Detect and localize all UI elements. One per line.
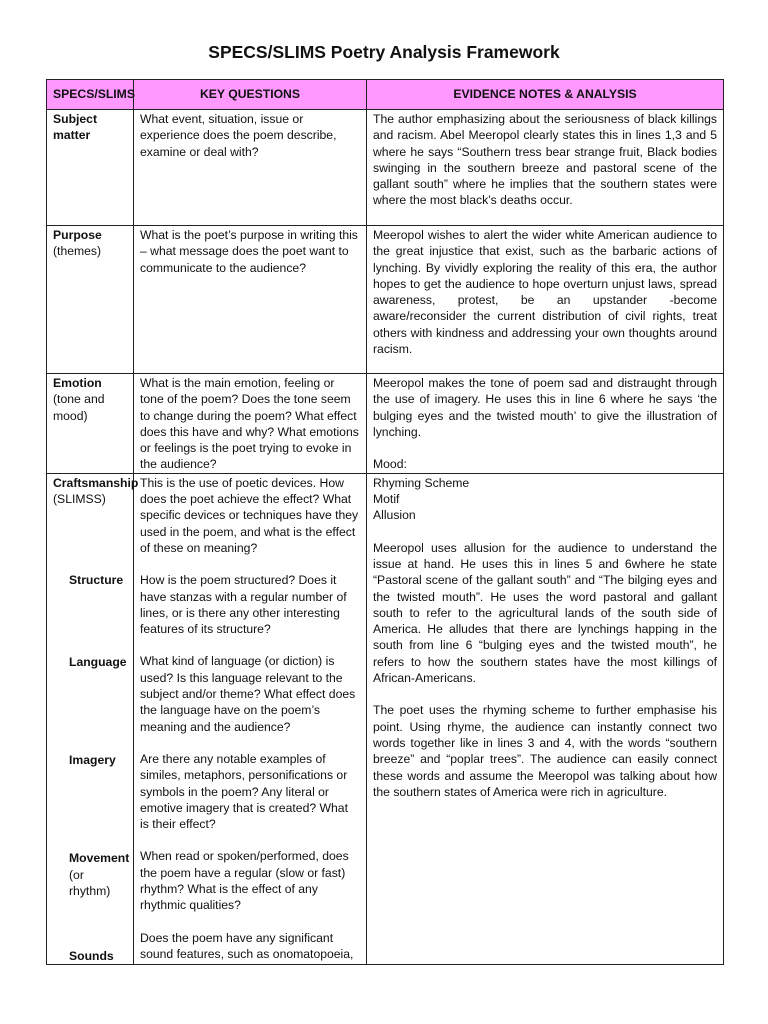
evidence-mood: Mood: — [373, 457, 407, 472]
row-label-cell — [47, 374, 134, 474]
row-label-emotion: Emotion — [53, 376, 102, 390]
evidence-emotion-cell — [367, 374, 724, 474]
sub-label-sounds: Sounds — [69, 949, 114, 964]
table-row-craftsmanship — [47, 473, 724, 965]
question-subject-matter: What event, situation, issue or experience does the poem describe, examine or deal with? — [134, 110, 367, 226]
header-key-questions: KEY QUESTIONS — [134, 80, 367, 110]
sub-label-language: Language — [69, 654, 127, 669]
device-motif: Motif — [373, 492, 400, 507]
header-specs-slims: SPECS/SLIMS — [47, 80, 134, 110]
row-label-cell — [47, 110, 134, 226]
table-row-purpose — [47, 226, 724, 374]
analysis-table — [46, 79, 724, 965]
evidence-purpose: Meeropol wishes to alert the wider white American audience to the great injustice that exist, such as the barbaric actions of lynching. By vividly exploring the reality of this era, the author hopes to get the audience to hope overturn unjust laws, spread awareness, protest, be an upstander -become aware/reconsider the current distribution of civil rights, treat others with kindness and addressing your own thoughts around racism. — [367, 226, 724, 374]
row-sublabel-emotion: (tone and mood) — [53, 392, 105, 423]
row-sublabel-craftsmanship: (SLIMSS) — [53, 492, 106, 507]
evidence-allusion: Meeropol uses allusion for the audience to understand the issue at hand. He uses this in lines 5 and 6where he state “Pastoral scene of the gallant south” and “The bilging eyes and the twisted mouth”. He uses the word pastoral and gallant south to refer to the agricultural lands of the south side of America. He alludes that there are lynchings happing in the south from line 6 “bulging eyes and the twisted mouth”, he refers to how the southern states have the most killings of African-Americans. — [373, 540, 717, 686]
page-title: SPECS/SLIMS Poetry Analysis Framework — [208, 42, 560, 62]
sub-label-movement: Movement — [69, 851, 130, 866]
device-allusion: Allusion — [373, 508, 416, 523]
evidence-craftsmanship-cell — [367, 473, 724, 965]
sub-sublabel-movement: (or rhythm) — [69, 867, 111, 898]
question-imagery: Are there any notable examples of similes, metaphors, personifications or symbols in the poem? Any literal or emotive imagery that is created? What is their effect? — [140, 751, 348, 832]
table-header-row — [47, 80, 724, 110]
row-sublabel-purpose: (themes) — [53, 244, 102, 259]
header-evidence-notes: EVIDENCE NOTES & ANALYSIS — [367, 80, 724, 110]
table-row-emotion — [47, 374, 724, 474]
sub-label-structure: Structure — [69, 573, 124, 588]
sub-label-imagery: Imagery — [69, 752, 116, 767]
question-craftsmanship-cell — [134, 473, 367, 965]
row-label-purpose: Purpose — [53, 228, 102, 242]
question-movement: When read or spoken/performed, does the poem have a regular (slow or fast) rhythm? What is the effect of any rhythmic qualities? — [140, 849, 349, 913]
row-label-craftsmanship: Craftsmanship — [53, 475, 139, 490]
table-row-subject-matter — [47, 110, 724, 226]
row-label-cell — [47, 226, 134, 374]
question-craftsmanship: This is the use of poetic devices. How does the poet achieve the effect? What specific devices or techniques have they used in the poem, and what is the effect of these on meaning? — [140, 475, 359, 555]
question-emotion: What is the main emotion, feeling or tone of the poem? Does the tone seem to change during the poem? What effect does this have and why? What emotions or feelings is the poet trying to evoke in the audience? — [134, 374, 367, 474]
question-language: What kind of language (or diction) is used? Is this language relevant to the subject and/or theme? What effect does the language have on the poem’s meaning and the audience? — [140, 654, 356, 734]
row-label-cell — [47, 473, 139, 965]
question-structure: How is the poem structured? Does it have stanzas with a regular number of lines, or is there any other interesting features of its structure? — [140, 573, 347, 637]
evidence-subject-matter: The author emphasizing about the seriousness of black killings and racism. Abel Meeropol clearly states this in lines 1,3 and 5 where he says “Southern tress bear strange fruit, Black bodies swinging in the southern breeze and pastoral scene of the gallant south” where he implies that the southern states were where the most black’s deaths occur. — [367, 110, 724, 226]
evidence-emotion: Meeropol makes the tone of poem sad and distraught through the use of imagery. He uses this in line 6 where he says ‘the bulging eyes and the twisted mouth’ to give the illustration of lynching. — [373, 376, 717, 439]
question-purpose: What is the poet’s purpose in writing this – what message does the poet want to communicate to the audience? — [134, 226, 367, 374]
question-sounds: Does the poem have any significant sound features, such as onomatopoeia, — [140, 930, 354, 961]
evidence-rhyming-scheme: The poet uses the rhyming scheme to further emphasise his point. Using rhyme, the audience can instantly connect two words together like in lines 3 and 4, with the words “southern breeze” and “poplar trees”. The audience can easily connect these words and assume the Meeropol was talking about how the southern states of America were rich in agriculture. — [373, 703, 717, 799]
device-rhyming-scheme: Rhyming Scheme — [373, 475, 470, 490]
row-label-subject-matter: Subject matter — [53, 112, 98, 143]
